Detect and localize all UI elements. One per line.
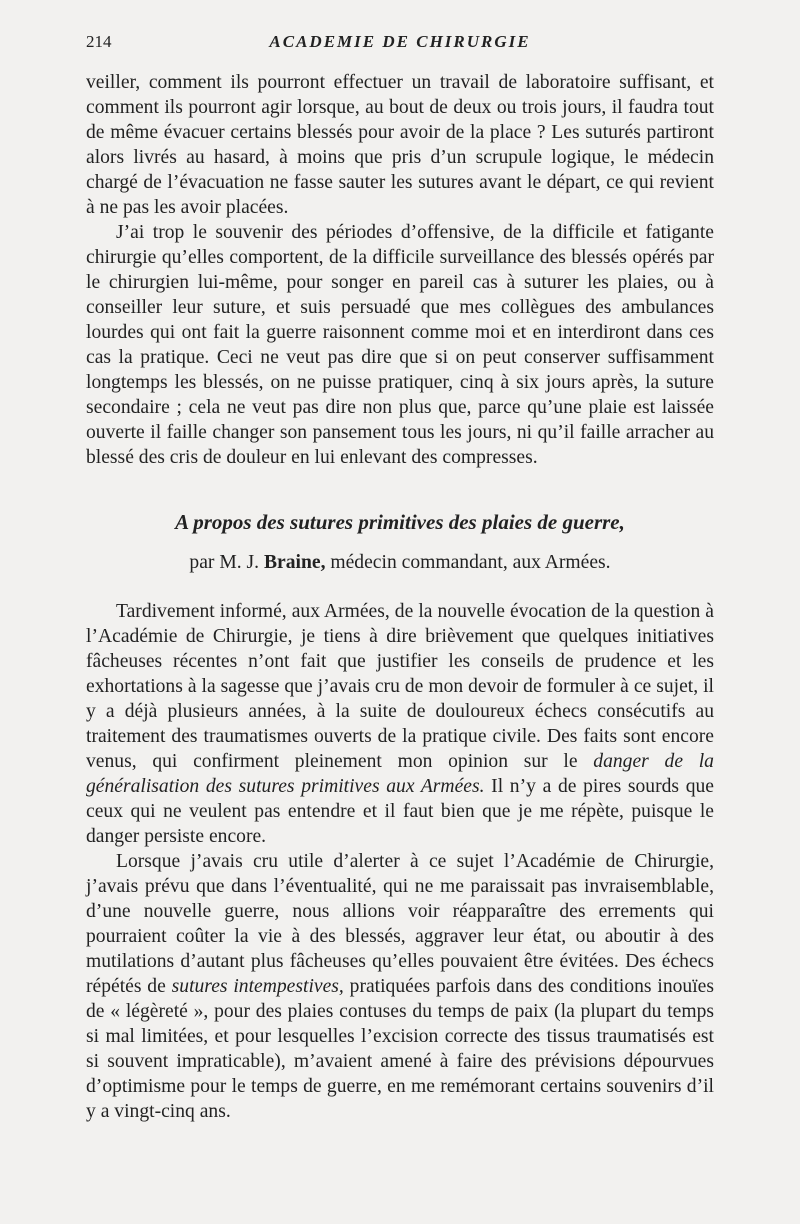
- byline-suffix: médecin commandant, aux Armées.: [325, 552, 611, 573]
- byline: [86, 550, 714, 575]
- author-name: Braine,: [263, 552, 326, 573]
- article-title: A propos des sutures primitives des plaies de guerre,: [175, 510, 625, 534]
- paragraph-3-text-a: Tardivement informé, aux Armées, de la nouvelle évocation de la question à l’Académie de Chirurgie, je tiens à dire brièvement que quelques initiatives fâcheuses récentes n’ont fait que justifier les conseils de prudence et les exhortations à la sagesse que j’avais cru de mon devoir de formuler à ce sujet, il y a déjà plusieurs années, à la suite de douloureux échecs consécutifs au traitement des traumatismes ouverts de la pratique civile. Des faits sont encore venus, qui confirment pleinement mon opinion sur le: [86, 601, 714, 772]
- paragraph-4-text-b: pratiquées parfois dans des conditions inouïes de « légèreté », pour des plaies contuses du temps de paix (la plupart du temps si mal limitées, et pour lesquelles l’excision correcte des tissus traumatisés est si souvent impraticable), m’avaient amené à faire des prévisions dépourvues d’optimisme pour le temps de guerre, en me remémorant certains souvenirs d’il y a vingt-cinq ans.: [86, 976, 714, 1122]
- paragraph-3-emphasis: danger de la généralisation des sutures primitives aux Armées.: [86, 751, 714, 797]
- running-title: ACADEMIE DE CHIRURGIE: [269, 32, 531, 51]
- byline-prefix: par M. J.: [189, 552, 264, 573]
- page-number: 214: [86, 32, 112, 51]
- paragraph-1: veiller, comment ils pourront effectuer un travail de laboratoire suffisant, et comment ils pourront agir lorsque, au bout de deux ou trois jours, il faudra tout de même évacuer certains blessés pour avoir de la place ? Les suturés partiront alors livrés au hasard, à moins que pris d’un scrupule logique, le médecin chargé de l’évacuation ne fasse sauter les sutures avant le départ, ce qui revient à ne pas les avoir placées.: [86, 72, 714, 218]
- paragraph-4: [86, 849, 714, 1124]
- page-body: [86, 70, 714, 1124]
- paragraph-4-text-a: Lorsque j’avais cru utile d’alerter à ce sujet l’Académie de Chirurgie, j’avais prévu que dans l’éventualité, qui ne me paraissait pas invraisemblable, d’une nouvelle guerre, nous allions voir réapparaître des errements qui pourraient coûter la vie à des blessés, aggraver leur état, ou aboutir à des mutilations d’autant plus fâcheuses qu’elles pouvaient être évitées. Des échecs répétés de: [86, 851, 714, 997]
- spacer: [86, 575, 714, 599]
- paragraph-3-text-b: Il n’y a de pires sourds que ceux qui ne veulent pas entendre et il faut bien que je me répète, puisque le danger persiste encore.: [86, 776, 714, 847]
- paragraph-3: [86, 599, 714, 849]
- paragraph-2: J’ai trop le souvenir des périodes d’offensive, de la difficile et fatigante chirurgie qu’elles comportent, de la difficile surveillance des blessés opérés par le chirurgien lui-même, pour songer en pareil cas à suturer les plaies, ou à conseiller leur suture, et suis persuadé que mes collègues des ambulances lourdes qui ont fait la guerre raisonnent comme moi et en interdiront dans ces cas la pratique. Ceci ne veut pas dire que si on peut conserver suffisamment longtemps les blessés, on ne puisse pratiquer, cinq à six jours après, la suture secondaire ; cela ne veut pas dire non plus que, parce qu’une plaie est laissée ouverte il faille changer son pansement tous les jours, ni qu’il faille arracher au blessé des cris de douleur en lui enlevant des compresses.: [86, 222, 714, 468]
- paragraph-4-emphasis: sutures intempestives,: [171, 976, 344, 997]
- page-header: [86, 32, 714, 56]
